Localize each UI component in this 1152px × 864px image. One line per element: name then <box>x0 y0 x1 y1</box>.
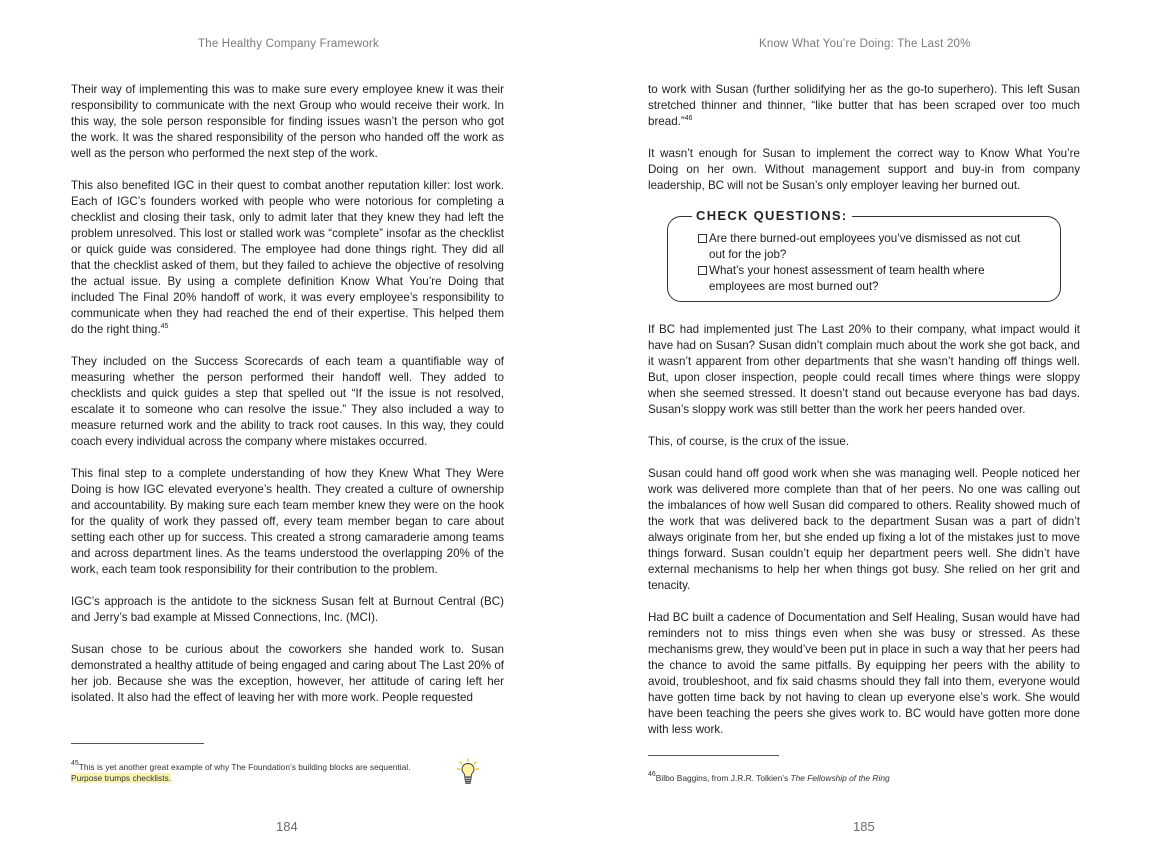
check-question-text: Are there burned-out employees you’ve dismissed as not cut out for the job? <box>709 232 1021 261</box>
check-questions-box <box>667 208 1061 302</box>
paragraph: They included on the Success Scorecards of each team a quantifiable way of measuring whether the person performed their handoff well. They added to checklists and quick guides a step that spelled out “If the issue is not resolved, escalate it to someone who can resolve the issue.” They also included a way to measure returned work and the ability to track root causes. In this way, they could coach every individual across the company where mistakes occurred. <box>71 355 504 448</box>
footnote-mark: 45 <box>71 760 79 767</box>
check-question-item <box>698 263 1028 295</box>
running-head-text: The Healthy Company Framework <box>198 38 379 50</box>
footnote-highlight: Purpose trumps checklists. <box>71 773 172 783</box>
checkbox-icon[interactable] <box>698 266 707 275</box>
footnote-divider <box>71 743 204 744</box>
paragraph-text: to work with Susan (further solidifying her as the go-to superhero). This left Susan stretched thinner and thinner, “like butter that has been scraped over too much bread.” <box>648 83 1080 128</box>
paragraph <box>648 82 1080 130</box>
footnote <box>71 762 451 784</box>
body-text-bottom <box>648 322 1080 738</box>
check-question-text: What’s your honest assessment of team health where employees are most burned out? <box>709 264 985 293</box>
page-number: 184 <box>276 819 298 834</box>
footnote-text: Bilbo Baggins, from J.R.R. Tolkien’s <box>655 773 791 783</box>
paragraph: Their way of implementing this was to make sure every employee knew it was their responsibility to communicate with the next Group who would receive their work. In this way, the sole person responsible for finding issues wasn’t the person who got the work. It was the shared responsibility of the person who handed off the work as well as the person who performed the next step of the work. <box>71 83 504 160</box>
paragraph: This, of course, is the crux of the issue. <box>648 435 850 448</box>
right-page <box>576 0 1152 864</box>
body-text <box>71 82 504 706</box>
footnote-book-title: The Fellowship of the Ring <box>790 773 890 783</box>
footnote-text: This is yet another great example of why The Foundation’s building blocks are sequential. <box>78 762 411 772</box>
paragraph: Susan chose to be curious about the coworkers she handed work to. Susan demonstrated a healthy attitude of being engaged and caring about The Last 20% of her job. Because she was the exception, however, her attitude of caring left her isolated. It also had the effect of leaving her with more work. People requested <box>71 643 504 704</box>
running-head-text: Know What You’re Doing: The Last 20% <box>759 38 971 50</box>
footnote-divider <box>648 755 779 756</box>
paragraph <box>71 178 504 338</box>
lightbulb-icon <box>456 758 480 786</box>
paragraph: Susan could hand off good work when she was managing well. People noticed her work was delivered more complete than that of her peers. No one was calling out the imbalances of how well Susan did compared to others. Reality showed much of the work that was delivered back to the department Susan was a part of didn’t always originate from her, but she ended up fixing a lot of the mistakes just to move things forward. Susan couldn’t equip her department peers well. She didn’t have external mechanisms to help her when things got busy. She relied on her grit and tenacity. <box>648 467 1080 592</box>
paragraph: Had BC built a cadence of Documentation and Self Healing, Susan would have had reminders not to miss things even when she was busy or stressed. As these mechanisms grew, they would’ve been put in place in such a way that her peers had the chance to avoid the same pitfalls. By equipping her peers with the ability to avoid, troubleshoot, and fix said chasms should they fall into them, everyone would have gotten time back by not having to clean up everyone else’s work. She would have been teaching the peers she gives work to. BC would have gotten more done with less work. <box>648 611 1080 736</box>
checkbox-icon[interactable] <box>698 234 707 243</box>
paragraph: If BC had implemented just The Last 20% to their company, what impact would it have had on Susan? Susan didn’t complain much about the work she got back, and it wasn’t apparent from other departments that she wasn’t handing off things well. But, upon closer inspection, people could recall times where things were sloppy when she seemed stressed. It doesn’t stand out because everyone has bad days. Susan’s sloppy work was still better than the work her peers handed over. <box>648 323 1080 416</box>
paragraph-text: This also benefited IGC in their quest to combat another reputation killer: lost work. Each of IGC’s founders worked with people who were notorious for completing a checklist and closing their task, only to admit later that they knew they had left the problem unresolved. This lost or stalled work was “complete” insofar as the checklist or quick guide was considered. The employee had done things right. They did all that the checklist asked of them, but they failed to achieve the objective of resolving the actual issue. By using a complete definition Know What You’re Doing that included The Final 20% handoff of work, it was every employee’s responsibility to communicate when they had reached the end of their expertise. This helped them do the right thing. <box>71 179 504 336</box>
footnote-reference[interactable]: 46 <box>684 115 693 122</box>
paragraph: IGC’s approach is the antidote to the sickness Susan felt at Burnout Central (BC) and Jerry’s bad example at Missed Connections, Inc. (MCI). <box>71 595 504 624</box>
check-questions-title: CHECK QUESTIONS: <box>692 208 852 223</box>
paragraph: It wasn’t enough for Susan to implement the correct way to Know What You’re Doing on her own. Without management support and buy-in from company leadership, BC will not be Susan’s only employer leaving her burned out. <box>648 147 1080 192</box>
check-question-item <box>698 231 1028 263</box>
body-text-top <box>648 82 1080 194</box>
footnote <box>648 773 1048 784</box>
page-number: 185 <box>853 819 875 834</box>
paragraph: This final step to a complete understanding of how they Knew What They Were Doing is how IGC elevated everyone’s health. They created a culture of ownership and accountability. By making sure each team member knew they were on the hook for the quality of work they passed off, every team member began to care about setting each other up for success. This created a strong camaraderie among teams and across department lines. As the teams understood the overlapping 20% of the work, each team took responsibility for their contribution to the problem. <box>71 467 504 576</box>
footnote-reference[interactable]: 45 <box>160 323 169 330</box>
footnote-mark: 46 <box>648 771 656 778</box>
